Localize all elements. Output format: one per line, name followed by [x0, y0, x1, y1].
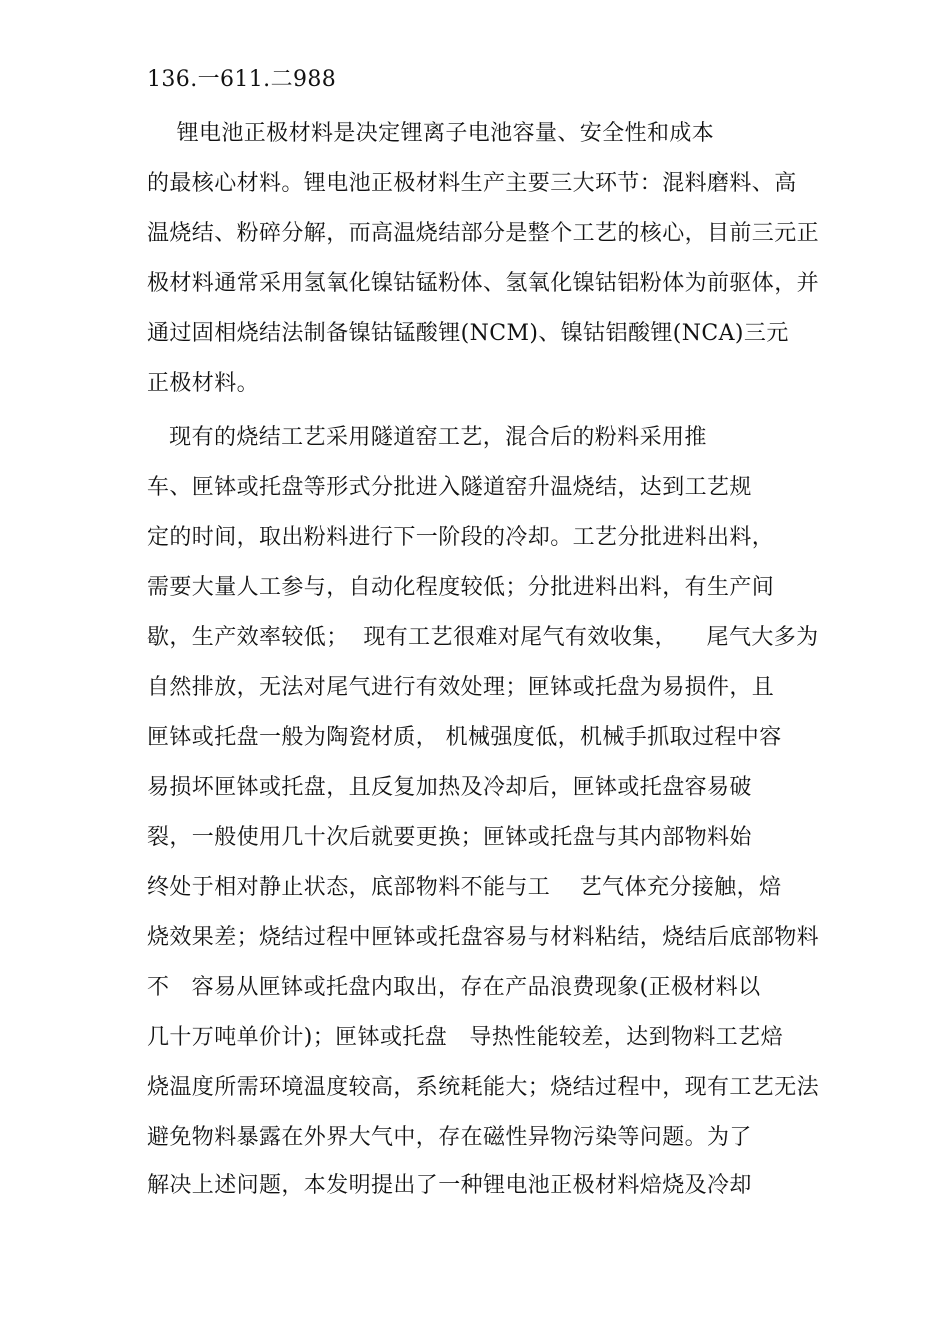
paragraph-2-line-12: 不 容易从匣钵或托盘内取出，存在产品浪费现象(正极材料以 [147, 975, 761, 1000]
paragraph-1-line-2: 的最核心材料。锂电池正极材料生产主要三大环节：混料磨料、高 [147, 171, 797, 196]
paragraph-1-line-5: 通过固相烧结法制备镍钴锰酸锂(NCM)、镍钴铝酸锂(NCA)三元 [147, 321, 789, 346]
header-number: 136.一611.二988 [147, 67, 337, 92]
paragraph-1-line-4: 极材料通常采用氢氧化镍钴锰粉体、氢氧化镍钴铝粉体为前驱体，并 [147, 271, 820, 296]
paragraph-1-line-3: 温烧结、粉碎分解，而高温烧结部分是整个工艺的核心，目前三元正 [147, 221, 820, 246]
paragraph-1-line-6: 正极材料。 [147, 371, 260, 396]
paragraph-2-line-9: 裂，一般使用几十次后就要更换；匣钵或托盘与其内部物料始 [147, 825, 752, 850]
paragraph-2-line-16: 解决上述问题，本发明提出了一种锂电池正极材料焙烧及冷却 [147, 1173, 752, 1198]
paragraph-2-line-5: 歇，生产效率较低； 现有工艺很难对尾气有效收集， 尾气大多为 [147, 625, 819, 650]
paragraph-2-line-6: 自然排放，无法对尾气进行有效处理；匣钵或托盘为易损件，且 [147, 675, 775, 700]
paragraph-2-line-7: 匣钵或托盘一般为陶瓷材质， 机械强度低，机械手抓取过程中容 [147, 725, 782, 750]
paragraph-2-line-14: 烧温度所需环境温度较高，系统耗能大；烧结过程中，现有工艺无法 [147, 1075, 820, 1100]
paragraph-2-line-8: 易损坏匣钵或托盘，且反复加热及冷却后，匣钵或托盘容易破 [147, 775, 752, 800]
paragraph-2-line-15: 避免物料暴露在外界大气中，存在磁性异物污染等问题。为了 [147, 1125, 752, 1150]
paragraph-2-line-3: 定的时间，取出粉料进行下一阶段的冷却。工艺分批进料出料， [147, 525, 775, 550]
paragraph-2-line-11: 烧效果差；烧结过程中匣钵或托盘容易与材料粘结，烧结后底部物料 [147, 925, 820, 950]
paragraph-2-line-1: 现有的烧结工艺采用隧道窑工艺，混合后的粉料采用推 [147, 425, 707, 450]
paragraph-2-line-10: 终处于相对静止状态，底部物料不能与工 艺气体充分接触，焙 [147, 875, 782, 900]
paragraph-1-line-1: 锂电池正极材料是决定锂离子电池容量、安全性和成本 [147, 121, 715, 146]
paragraph-2-line-4: 需要大量人工参与，自动化程度较低；分批进料出料，有生产间 [147, 575, 775, 600]
paragraph-2-line-13: 几十万吨单价计)；匣钵或托盘 导热性能较差，达到物料工艺焙 [147, 1025, 783, 1050]
paragraph-2-line-2: 车、匣钵或托盘等形式分批进入隧道窑升温烧结，达到工艺规 [147, 475, 752, 500]
